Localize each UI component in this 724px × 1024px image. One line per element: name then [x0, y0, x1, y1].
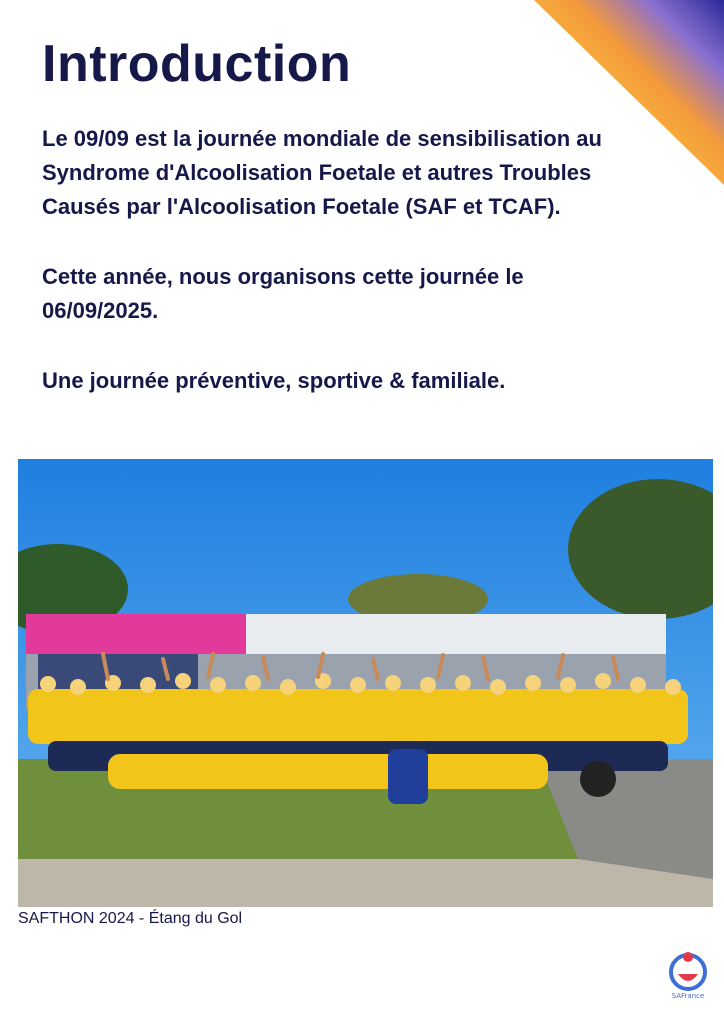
intro-text	[42, 122, 642, 434]
safrance-logo-icon	[664, 948, 712, 992]
paragraph-event-date: Cette année, nous organisons cette journée le 06/09/2025.	[42, 264, 524, 323]
logo-text: SAFrance	[671, 992, 705, 1000]
group-photo-illustration	[18, 459, 713, 907]
paragraph-awareness-day: Le 09/09 est la journée mondiale de sensibilisation au Syndrome d'Alcoolisation Foetale et autres Troubles Causés par l'Alcoolisation Foetale (SAF et TCAF).	[42, 126, 602, 219]
group-photo	[18, 459, 713, 907]
safrance-logo	[664, 948, 712, 1004]
photo-caption: SAFTHON 2024 - Étang du Gol	[18, 910, 243, 927]
page-title: Introduction	[42, 35, 352, 93]
paragraph-day-description: Une journée préventive, sportive & familiale.	[42, 368, 506, 393]
